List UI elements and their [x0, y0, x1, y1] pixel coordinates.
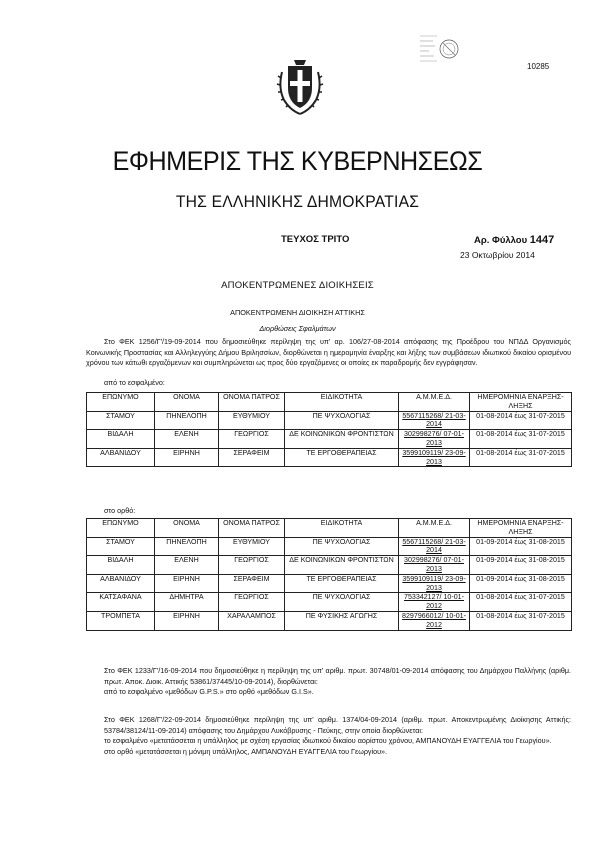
cell-ammed: 3599109119/ 23-09-2013 — [399, 574, 470, 593]
sheet-number — [474, 234, 554, 246]
cell-specialty: ΤΕ ΕΡΓΟΘΕΡΑΠΕΙΑΣ — [285, 448, 399, 467]
cell-name: ΕΛΕΝΗ — [155, 430, 219, 449]
sheet-label: Αρ. Φύλλου — [474, 235, 528, 246]
cell-ammed: 5567115268/ 21-03-2014 — [399, 411, 470, 430]
correct-label: στο ορθό: — [104, 506, 136, 515]
page-number: 10285 — [527, 62, 550, 71]
cell-father: ΕΥΘΥΜΙΟΥ — [219, 537, 285, 556]
cell-surname: ΣΤΑΜΟΥ — [87, 411, 155, 430]
cell-specialty: ΠΕ ΨΥΧΟΛΟΓΙΑΣ — [285, 537, 399, 556]
cell-specialty: ΠΕ ΦΥΣΙΚΗΣ ΑΓΩΓΗΣ — [285, 611, 399, 630]
table-row — [87, 556, 572, 575]
table-row — [87, 430, 572, 449]
table-row — [87, 537, 572, 556]
cell-surname: ΒΙΔΑΛΗ — [87, 556, 155, 575]
cell-ammed: 302998276/ 07-01-2013 — [399, 430, 470, 449]
cell-dates: 01-09-2014 έως 31-08-2015 — [470, 574, 572, 593]
cell-father: ΓΕΩΡΓΙΟΣ — [219, 593, 285, 612]
table-header-row — [87, 519, 572, 538]
gazette-subtitle: ΤΗΣ ΕΛΛΗΝΙΚΗΣ ΔΗΜΟΚΡΑΤΙΑΣ — [175, 193, 420, 211]
cell-specialty: ΔΕ ΚΟΙΝΩΝΙΚΩΝ ΦΡΟΝΤΙΣΤΩΝ — [285, 556, 399, 575]
issue-series: ΤΕΥΧΟΣ ΤΡΙΤΟ — [281, 234, 350, 245]
gazette-title: ΕΦΗΜΕΡΙΣ ΤΗΣ ΚΥΒΕΡΝΗΣΕΩΣ — [112, 146, 483, 176]
cell-name: ΠΗΝΕΛΟΠΗ — [155, 537, 219, 556]
cell-surname: ΒΙΔΑΛΗ — [87, 430, 155, 449]
cell-father: ΣΕΡΑΦΕΙΜ — [219, 574, 285, 593]
cell-dates: 01-08-2014 έως 31-07-2015 — [470, 593, 572, 612]
sheet-number-value: 1447 — [529, 234, 555, 246]
cell-specialty: ΤΕ ΕΡΓΟΘΕΡΑΠΕΙΑΣ — [285, 574, 399, 593]
cell-father: ΓΕΩΡΓΙΟΣ — [219, 556, 285, 575]
cell-father: ΧΑΡΑΛΑΜΠΟΣ — [219, 611, 285, 630]
header-ammed: Α.Μ.Μ.Ε.Δ. — [399, 393, 470, 412]
cell-specialty: ΠΕ ΨΥΧΟΛΟΓΙΑΣ — [285, 593, 399, 612]
header-name: ΟΝΟΜΑ — [155, 519, 219, 538]
section-heading: Διορθώσεις Σφαλμάτων — [259, 324, 336, 333]
table-row — [87, 411, 572, 430]
authority-name: ΑΠΟΚΕΝΤΡΩΜΕΝΗ ΔΙΟΙΚΗΣΗ ΑΤΤΙΚΗΣ — [230, 308, 365, 317]
cell-dates: 01-09-2014 έως 31-08-2015 — [470, 556, 572, 575]
table-header-row — [87, 393, 572, 412]
table-row — [87, 448, 572, 467]
header-ammed: Α.Μ.Μ.Ε.Δ. — [399, 519, 470, 538]
table-row — [87, 593, 572, 612]
section-title: ΑΠΟΚΕΝΤΡΩΜΕΝΕΣ ΔΙΟΙΚΗΣΕΙΣ — [221, 280, 374, 291]
header-dates: ΗΜΕΡΟΜΗΝΙΑ ΕΝΑΡΞΗΣ-ΛΗΞΗΣ — [470, 519, 572, 538]
header-specialty: ΕΙΔΙΚΟΤΗΤΑ — [285, 519, 399, 538]
correct-records-table — [86, 518, 572, 631]
header-father: ΟΝΟΜΑ ΠΑΤΡΟΣ — [219, 393, 285, 412]
wrong-label: από το εσφαλμένο: — [104, 378, 165, 387]
cell-name: ΕΙΡΗΝΗ — [155, 448, 219, 467]
cell-dates: 01-08-2014 έως 31-07-2015 — [470, 430, 572, 449]
cell-ammed: 5567115268/ 21-03-2014 — [399, 537, 470, 556]
cell-father: ΓΕΩΡΓΙΟΣ — [219, 430, 285, 449]
table-row — [87, 574, 572, 593]
table-row — [87, 611, 572, 630]
cell-name: ΕΙΡΗΝΗ — [155, 611, 219, 630]
cell-ammed: 302998276/ 07-01-2013 — [399, 556, 470, 575]
cell-surname: ΣΤΑΜΟΥ — [87, 537, 155, 556]
cell-ammed: 3599109119/ 23-09-2013 — [399, 448, 470, 467]
cell-name: ΕΙΡΗΝΗ — [155, 574, 219, 593]
cell-dates: 01-08-2014 έως 31-07-2015 — [470, 611, 572, 630]
cell-specialty: ΔΕ ΚΟΙΝΩΝΙΚΩΝ ΦΡΟΝΤΙΣΤΩΝ — [285, 430, 399, 449]
header-surname: ΕΠΩΝΥΜΟ — [87, 519, 155, 538]
cell-name: ΠΗΝΕΛΟΠΗ — [155, 411, 219, 430]
wrong-records-table — [86, 392, 572, 467]
coat-of-arms-icon — [276, 58, 324, 116]
cell-father: ΣΕΡΑΦΕΙΜ — [219, 448, 285, 467]
cell-name: ΕΛΕΝΗ — [155, 556, 219, 575]
cell-surname: ΚΑΤΣΑΦΑΝΑ — [87, 593, 155, 612]
cell-dates: 01-08-2014 έως 31-07-2015 — [470, 411, 572, 430]
header-father: ΟΝΟΜΑ ΠΑΤΡΟΣ — [219, 519, 285, 538]
notice-1-text: Στο ΦΕΚ 1256/Γ'/19-09-2014 που δημοσιεύθηκε περίληψη της υπ' αρ. 106/27-08-2014 απόφασης της Προέδρου του ΝΠΔΔ Οργανισμός Κοινωνικής Προστασίας και Αλληλεγγύης Δήμου Βριλησσίων, διορθώνεται η ημερομηνία έναρξης και λήξης των συμβάσεων ιδιωτικού δικαίου ορισμένου χρόνου των κάτωθι εργαζόμενων και συμπληρώνεται ως προς δύο εργαζόμενες οι οποίες εκ παραδρομής δεν εγγράφησαν. — [86, 337, 571, 367]
cell-surname: ΤΡΟΜΠΕΤΑ — [87, 611, 155, 630]
cell-father: ΕΥΘΥΜΙΟΥ — [219, 411, 285, 430]
cell-specialty: ΠΕ ΨΥΧΟΛΟΓΙΑΣ — [285, 411, 399, 430]
header-dates: ΗΜΕΡΟΜΗΝΙΑ ΕΝΑΡΞΗΣ-ΛΗΞΗΣ — [470, 393, 572, 412]
notice-3-text: Στο ΦΕΚ 1268/Γ'/22-09-2014 δημοσιεύθηκε περίληψη της υπ' αριθμ. 1374/04-09-2014 (αριθμ. πρωτ. Αποκεντρωμένης Διοίκησης Αττικής: 53784/38124/11-09-2014) απόφασης του Δημάρχου Λυκόβρυσης - Πεύκης, στην οποία διορθώνεται: το εσφαλμένο «μετατάσσεται η υπάλληλος με σχέση εργασίας ιδιωτικού δικαίου αορίστου χρόνου, ΑΜΠΑΝΟΥΔΗ ΕΥΑΓΓΕΛΙΑ του Γεωργίου». στο ορθό «μετατάσσεται η μόνιμη υπάλληλος, ΑΜΠΑΝΟΥΔΗ ΕΥΑΓΓΕΛΙΑ του Γεωργίου». — [104, 715, 571, 756]
header-name: ΟΝΟΜΑ — [155, 393, 219, 412]
digital-signature-seal-icon — [419, 33, 459, 69]
cell-ammed: 8297966012/ 10-01-2012 — [399, 611, 470, 630]
issue-date: 23 Οκτωβρίου 2014 — [460, 250, 535, 260]
header-specialty: ΕΙΔΙΚΟΤΗΤΑ — [285, 393, 399, 412]
cell-surname: ΑΛΒΑΝΙΔΟΥ — [87, 574, 155, 593]
cell-name: ΔΗΜΗΤΡΑ — [155, 593, 219, 612]
cell-dates: 01-09-2014 έως 31-08-2015 — [470, 537, 572, 556]
notice-2-text: Στο ΦΕΚ 1233/Γ'/16-09-2014 που δημοσιεύθηκε η περίληψη της υπ' αριθμ. πρωτ. 30748/01-09-2014 απόφασης του Δημάρχου Παλλήνης (αριθμ. πρωτ. Αποκ. Διοικ. Αττικής 53861/37445/10-09-2014), διορθώνεται: από το εσφαλμένο «μεθόδων G.P.S.» στο ορθό «μεθόδων G.I.S». — [104, 666, 571, 696]
header-surname: ΕΠΩΝΥΜΟ — [87, 393, 155, 412]
cell-surname: ΑΛΒΑΝΙΔΟΥ — [87, 448, 155, 467]
cell-ammed: 753342127/ 10-01-2012 — [399, 593, 470, 612]
cell-dates: 01-08-2014 έως 31-07-2015 — [470, 448, 572, 467]
